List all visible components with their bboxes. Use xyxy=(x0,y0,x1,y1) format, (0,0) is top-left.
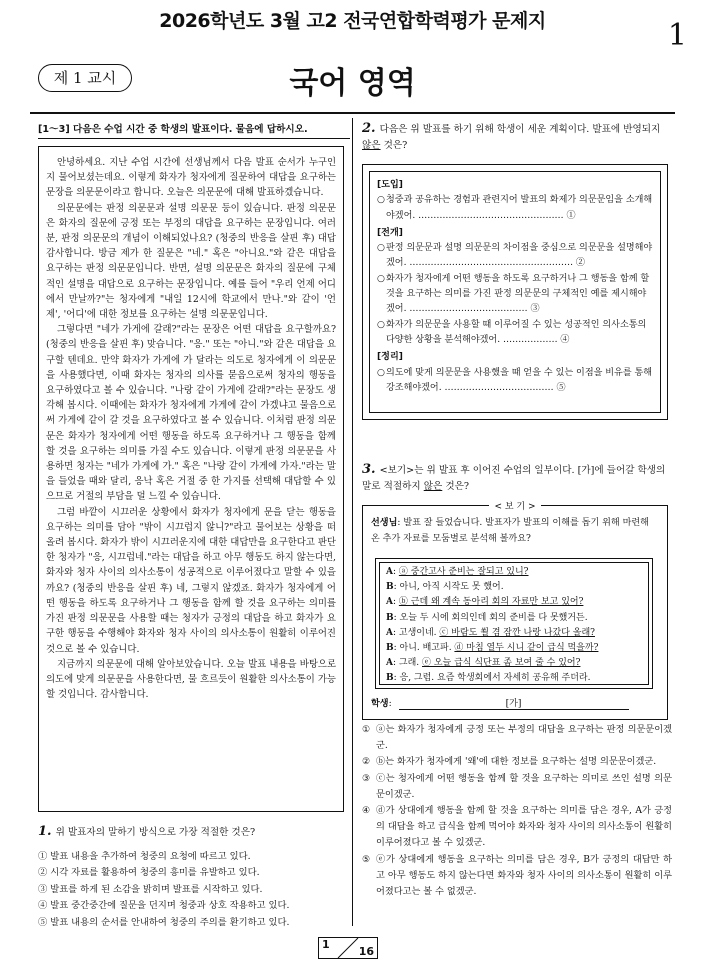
dialog-text: : 아니, 아직 시작도 못 했어. xyxy=(393,582,504,593)
question-3-options xyxy=(362,722,672,900)
passage-paragraph: 지금까지 의문문에 대해 알아보았습니다. 오늘 발표 내용을 바탕으로 의도에 맞게 의문문을 사용한다면, 물 흐르듯이 원활한 의사소통이 가능할 것입니다. 감사합니다. xyxy=(46,658,336,701)
plan-item xyxy=(377,366,653,397)
option-2[interactable] xyxy=(362,754,672,770)
passage-paragraph: 그렇다면 "네가 가게에 갈래?"라는 문장은 어떤 대답을 요구할까요? (청중의 반응을 살핀 후) 맞습니다. "응." 또는 "아니."와 같은 대답을 요구할 텐데요. 만약 화자가 가게에 가 달라는 의도로 청자에게 이 의문문을 사용했다면, 이때 화자는 청자의 의사를 묻음으로써 청자의 행동을 요구하였다고 볼 수 있습니다. "나랑 같이 가게에 갈래?"라는 문장도 생각해 봅시다. 이때에는 화자가 청자에게 가게에 같이 가겠냐고 물음으로써 가게에 같이 갈 것을 요구하였다고 볼 수 있습니다. 이처럼 판정 의문문은 화자가 청자에게 어떤 행동을 하도록 요구하거나 그 행동을 함께 할 것을 요구하는 의미를 가질 수도 있습니다. 이렇게 판정 의문문을 사용하면 청자는 "네가 가게에 가." 혹은 "나랑 같이 가게에 가자."라는 말을 들었을 때와 달리, 응낙 혹은 거절 중 한 가지를 선택해 대답할 수 있으므로 거절의 부담을 덜 느낄 수 있습니다. xyxy=(46,324,336,503)
dialog-line xyxy=(386,595,642,610)
dialog-line xyxy=(386,626,642,641)
dialog-line xyxy=(386,611,642,626)
option-3[interactable]: ③ 발표를 하게 된 소감을 밝히며 발표를 시작하고 있다. xyxy=(38,883,263,895)
speaker-label: B xyxy=(386,673,394,684)
underlined-expression: ⓔ 오늘 급식 식단표 좀 보여 줄 수 있어? xyxy=(422,658,581,669)
option-5[interactable] xyxy=(362,852,672,901)
bogi-title xyxy=(363,499,667,512)
exam-title: 2026학년도 3월 고2 전국연합학력평가 문제지 xyxy=(159,10,546,32)
plan-content xyxy=(369,171,661,413)
passage-paragraph: 안녕하세요. 지난 수업 시간에 선생님께서 다음 발표 순서가 누구인지 물어보셨는데요. 이렇게 화자가 청자에게 질문하여 대답을 요구하는 문장을 의문문이라고 합니다. 오늘은 의문문에 대해 발표하겠습니다. xyxy=(46,157,336,199)
question-1-stem xyxy=(38,824,344,841)
bogi-title-text: < 보 기 > xyxy=(489,502,540,512)
option-text: ⓒ는 청자에게 어떤 행동을 함께 할 것을 요구하는 의미로 쓰인 설명 의문문이겠군. xyxy=(376,772,672,800)
bullet-icon: ○ xyxy=(377,195,385,206)
plan-item-text: 판정 의문문과 설명 의문문의 차이점을 중심으로 의문문을 설명해야겠어. ……………………………………………… ② xyxy=(386,243,653,269)
option-text: ⓔ가 상대에게 행동을 요구하는 의미를 담은 경우, B가 긍정의 대답만 하고 아무 행동도 하지 않는다면 화자와 청자 사이의 의사소통이 원활히 이루어졌다고는 볼 수 없겠군. xyxy=(376,853,672,898)
passage-paragraph: 그럼 바깥이 시끄러운 상황에서 화자가 청자에게 문을 닫는 행동을 요구하는 의미를 담아 "밖이 시끄럽지 않니?"라고 물어보는 상황을 떠올려 봅시다. 화자가 밖이 시끄러운지에 대한 대답만을 요구한다고 판단한 청자가 "응, 시끄럽네."라는 대답을 하고 아무 행동도 하지 않는다면, 화자와 청자 사이의 의사소통이 성공적으로 이루어졌다고 말할 수 있을까요? (청중의 반응을 살핀 후) 네, 그렇지 않겠죠. 화자가 청자에게 어떤 행동을 하도록 요구하거나 그 행동을 함께 할 것을 요구하는 의미를 가진 판정 의문문을 사용할 때는 청자가 긍정의 대답을 하고 화자가 요구한 행동을 수행해야 화자와 청자 사이의 의사소통이 원활히 이루어진 것으로 볼 수 있습니다. xyxy=(46,506,336,655)
option-number: ④ xyxy=(362,805,371,817)
plan-box xyxy=(362,164,668,420)
question-number: 3. xyxy=(362,462,376,477)
question-3-stem xyxy=(362,462,672,495)
plan-item xyxy=(377,318,653,349)
underlined-expression: ⓐ 중간고사 준비는 잘되고 있니? xyxy=(398,567,529,577)
plan-item xyxy=(377,193,653,224)
option-text: ⓑ는 화자가 청자에게 '왜'에 대한 정보를 요구하는 설명 의문문이겠군. xyxy=(376,756,657,768)
dialog-text: : 그래. xyxy=(392,658,422,669)
speaker-label: A xyxy=(386,597,393,608)
speaker-label: B xyxy=(386,643,394,654)
dialog-line xyxy=(386,565,642,580)
dialog-text: : xyxy=(392,567,399,577)
negation-emphasis: 않은 xyxy=(423,481,443,492)
speaker-label: B xyxy=(386,582,394,593)
teacher-text: : 발표 잘 들었습니다. 발표자가 발표의 이해를 돕기 위해 마련해 온 추가 자료를 모둠별로 분석해 볼까요? xyxy=(371,518,649,544)
plan-section-heading: [정리] xyxy=(377,352,403,363)
option-number: ① xyxy=(362,724,371,735)
question-1-options xyxy=(38,849,344,931)
header-rule xyxy=(30,112,675,114)
bullet-icon: ○ xyxy=(377,243,385,254)
teacher-line xyxy=(371,515,659,547)
plan-section-heading: [전개] xyxy=(377,227,403,238)
underlined-expression: ⓑ 근데 왜 계속 동아리 회의 자료만 보고 있어? xyxy=(398,597,584,608)
dialog-content xyxy=(379,562,649,685)
question-2-stem xyxy=(362,121,672,154)
question-number: 1. xyxy=(38,824,52,839)
dialog-line xyxy=(386,671,642,686)
speaker-label: A xyxy=(386,567,393,577)
option-2[interactable]: ② 시각 자료를 활용하여 청중의 흥미를 유발하고 있다. xyxy=(38,867,260,879)
dialog-text: : 응, 그럼. 요즘 학생회에서 자세히 공유해 주더라. xyxy=(393,673,591,684)
bogi-box xyxy=(362,502,668,720)
option-4[interactable] xyxy=(362,803,672,852)
student-line: 학생: [가] xyxy=(371,696,657,710)
dialog-line xyxy=(386,580,642,595)
speaker-label: B xyxy=(386,612,394,623)
bullet-icon: ○ xyxy=(377,319,385,330)
negation-emphasis: 않은 xyxy=(362,140,381,151)
speaker-label: A xyxy=(386,627,393,638)
bullet-icon: ○ xyxy=(377,273,385,284)
underlined-expression: ⓒ 바람도 쐴 겸 잠깐 나랑 나갔다 올래? xyxy=(439,627,595,638)
passage-paragraph: 의문문에는 판정 의문문과 설명 의문문 등이 있습니다. 판정 의문문은 화자의 질문에 긍정 또는 부정의 대답을 요구하는 문장입니다. 여러분, 판정 의문문의 개념이 이해되었나요? (청중의 반응을 살핀 후) 대답 감사합니다. 방금 제가 한 질문은 "네." 혹은 "아니요."와 같은 대답을 요구하는 판정 의문문입니다. 반면, 설명 의문문은 화자의 질문에 구체적인 설명을 대답으로 요구하는 문장입니다. 예를 들어 "우리 언제 어디에서 만날까?"는 청자에게 "내일 12시에 학교에서 만나."와 같이 '언제', '어디'에 대한 정보를 요구하는 설명 의문문입니다. xyxy=(46,202,336,321)
question-text-end: 것은? xyxy=(442,481,469,492)
underlined-expression: ⓓ 마침 열두 시니 같이 급식 먹을까? xyxy=(454,643,599,654)
dialog-text: : xyxy=(392,597,399,608)
page-footer xyxy=(318,937,378,959)
session-badge: 제 1 교시 xyxy=(38,64,132,92)
option-4[interactable]: ④ 발표 중간중간에 질문을 던지며 청중과 상호 작용하고 있다. xyxy=(38,900,290,912)
question-number: 2. xyxy=(362,121,376,136)
plan-item-text: 화자가 청자에게 어떤 행동을 하도록 요구하거나 그 행동을 함께 할 것을 요구하는 의미를 가진 판정 의문문의 구체적인 예를 제시해야겠어. ………………………………… ③ xyxy=(386,273,650,315)
plan-item xyxy=(377,241,653,272)
answer-blank: [가] xyxy=(399,696,629,710)
option-number: ③ xyxy=(362,772,371,784)
plan-item xyxy=(377,272,653,318)
plan-section-heading: [도입] xyxy=(377,180,403,190)
plan-item-text: 의도에 맞게 의문문을 사용했을 때 얻을 수 있는 이점을 비유를 통해 강조해야겠어. ……………………………… ⑤ xyxy=(386,367,653,393)
option-number: ② xyxy=(362,756,371,768)
option-5[interactable]: ⑤ 발표 내용의 순서를 안내하여 청중의 주의를 환기하고 있다. xyxy=(38,916,290,928)
column-divider xyxy=(352,118,353,926)
option-text: ⓓ가 상대에게 행동을 함께 할 것을 요구하는 의미를 담은 경우, A가 긍정의 대답을 하고 급식을 함께 먹어야 화자와 청자 사이의 의사소통이 원활히 이루어졌다고 볼 수 있겠군. xyxy=(376,805,672,849)
page-number: 1 xyxy=(667,18,687,53)
question-text: 다음은 위 발표를 하기 위해 학생이 세운 계획이다. 발표에 반영되지 xyxy=(379,124,661,135)
option-text: ⓐ는 화자가 청자에게 긍정 또는 부정의 대답을 요구하는 판정 의문문이겠군. xyxy=(376,724,672,752)
option-number: ⑤ xyxy=(362,853,371,865)
bullet-icon: ○ xyxy=(377,367,385,378)
teacher-label: 선생님 xyxy=(371,517,398,528)
dialog-text: : 오늘 두 시에 회의인데 회의 준비를 다 못했거든. xyxy=(393,612,588,623)
question-text: 위 발표자의 말하기 방식으로 가장 적절한 것은? xyxy=(55,827,256,838)
dialog-line xyxy=(386,641,642,656)
question-text: <보기>는 위 발표 후 이어진 수업의 일부이다. [가]에 들어갈 학생의 말로 적절하지 xyxy=(362,465,666,492)
option-1[interactable]: ① 발표 내용을 추가하여 청중의 요청에 따르고 있다. xyxy=(38,851,251,862)
dialog-text: : 아니. 배고파. xyxy=(393,643,455,654)
dialog-text: : 고생이네. xyxy=(392,627,440,638)
question-set-instruction: [1～3] 다음은 수업 시간 중 학생의 발표이다. 물음에 답하시오. xyxy=(38,121,350,139)
question-text-end: 것은? xyxy=(380,140,408,151)
subject-title: 국어 영역 xyxy=(289,66,416,101)
dialog-line xyxy=(386,656,642,671)
plan-item-text: 청중과 공유하는 경험과 관련지어 발표의 화제가 의문문임을 소개해야겠어. ………………………………………… ① xyxy=(386,195,653,221)
plan-item-text: 화자가 의문문을 사용할 때 이루어질 수 있는 성공적인 의사소통의 다양한 상황을 분석해야겠어. ……………… ④ xyxy=(386,319,647,345)
footer-total-pages: 16 xyxy=(358,945,374,958)
question-1 xyxy=(38,824,344,931)
passage-box xyxy=(38,146,344,812)
option-3[interactable] xyxy=(362,771,672,803)
option-1[interactable] xyxy=(362,722,672,754)
dialog-box xyxy=(375,558,653,689)
footer-current-page: 1 xyxy=(322,938,330,951)
speaker-label: A xyxy=(386,658,393,669)
student-label: 학생 xyxy=(371,698,389,709)
